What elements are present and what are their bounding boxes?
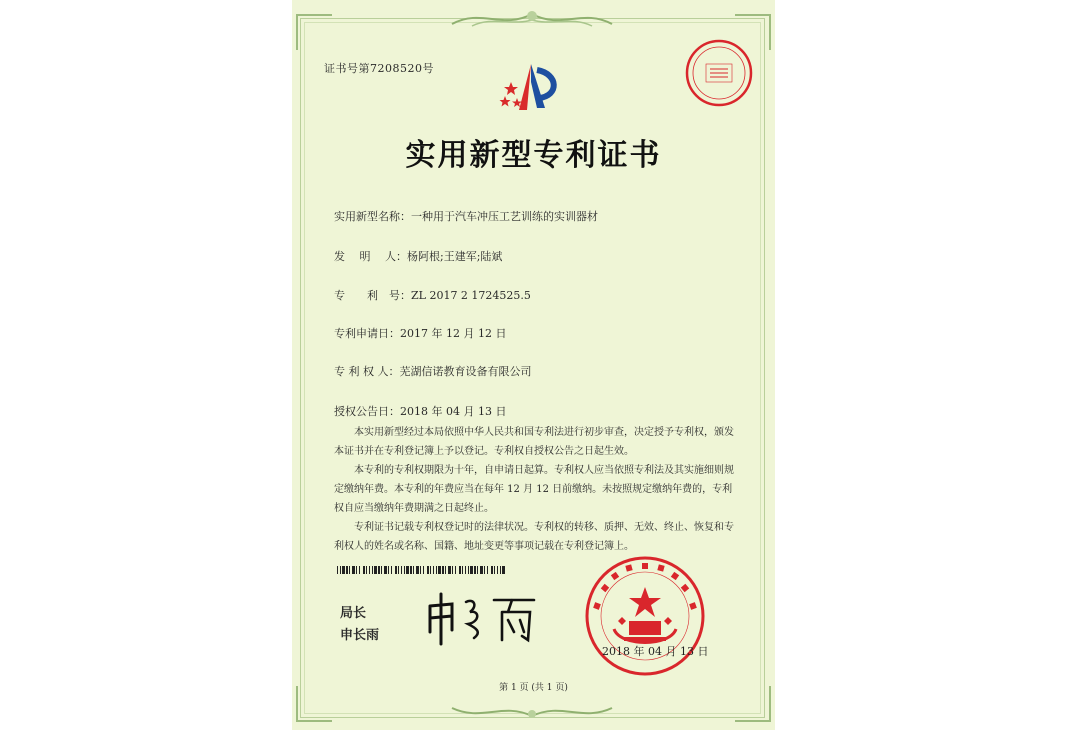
- patent-certificate: [292, 0, 775, 730]
- bottom-floral-ornament: [442, 702, 622, 724]
- certificate-number: 证书号第7208520号: [324, 62, 434, 75]
- field-label: 授权公告日：: [334, 405, 400, 418]
- barcode: [337, 566, 505, 574]
- legal-paragraph: 本实用新型经过本局依照中华人民共和国专利法进行初步审查，决定授予专利权，颁发本证书并在专利登记簿上予以登记。专利权自授权公告之日起生效。: [334, 427, 734, 457]
- signature-title: 局长: [340, 606, 367, 621]
- field-value: 2017 年 12 月 12 日: [400, 327, 507, 340]
- field-patent-number: [334, 287, 531, 303]
- page-number: 第 1 页 (共 1 页): [499, 683, 568, 693]
- field-utility-model-name: [334, 208, 598, 224]
- field-value: ZL 2017 2 1724525.5: [411, 289, 531, 302]
- field-label: 专 利 号：: [334, 289, 411, 302]
- legal-paragraph: 本专利的专利权期限为十年，自申请日起算。专利权人应当依照专利法及其实施细则规定缴纳年费。本专利的年费应当在每年 12 月 12 日前缴纳。未按照规定缴纳年费的，专利权自应当缴纳年费期满之日起终止。: [334, 465, 734, 514]
- corner-ornament-top-left: [296, 14, 332, 50]
- tax-stamp: [684, 38, 754, 108]
- legal-text: [334, 423, 742, 556]
- director-signature: [422, 588, 542, 648]
- field-label: 实用新型名称：: [334, 210, 411, 223]
- field-patentee: [334, 363, 532, 379]
- field-application-date: [334, 325, 506, 341]
- field-value: 杨阿根;王建军;陆斌: [407, 250, 503, 263]
- signature-name: 申长雨: [340, 628, 380, 643]
- field-value: 2018 年 04 月 13 日: [400, 405, 507, 418]
- certificate-title: 实用新型专利证书: [405, 138, 662, 173]
- legal-paragraph: 专利证书记载专利权登记时的法律状况。专利权的转移、质押、无效、终止、恢复和专利权人的姓名或名称、国籍、地址变更等事项记载在专利登记簿上。: [334, 522, 734, 552]
- seal-date: 2018 年 04 月 13 日: [602, 645, 709, 658]
- field-grant-date: [334, 403, 506, 419]
- field-label: 专 利 权 人：: [334, 365, 400, 378]
- top-floral-ornament: [442, 6, 622, 32]
- field-value: 一种用于汽车冲压工艺训练的实训器材: [411, 210, 598, 223]
- field-inventors: [334, 248, 502, 264]
- field-label: 专利申请日：: [334, 327, 400, 340]
- field-value: 芜湖信诺教育设备有限公司: [399, 365, 532, 378]
- patent-office-logo: [497, 60, 567, 120]
- field-label: 发 明 人：: [334, 250, 407, 263]
